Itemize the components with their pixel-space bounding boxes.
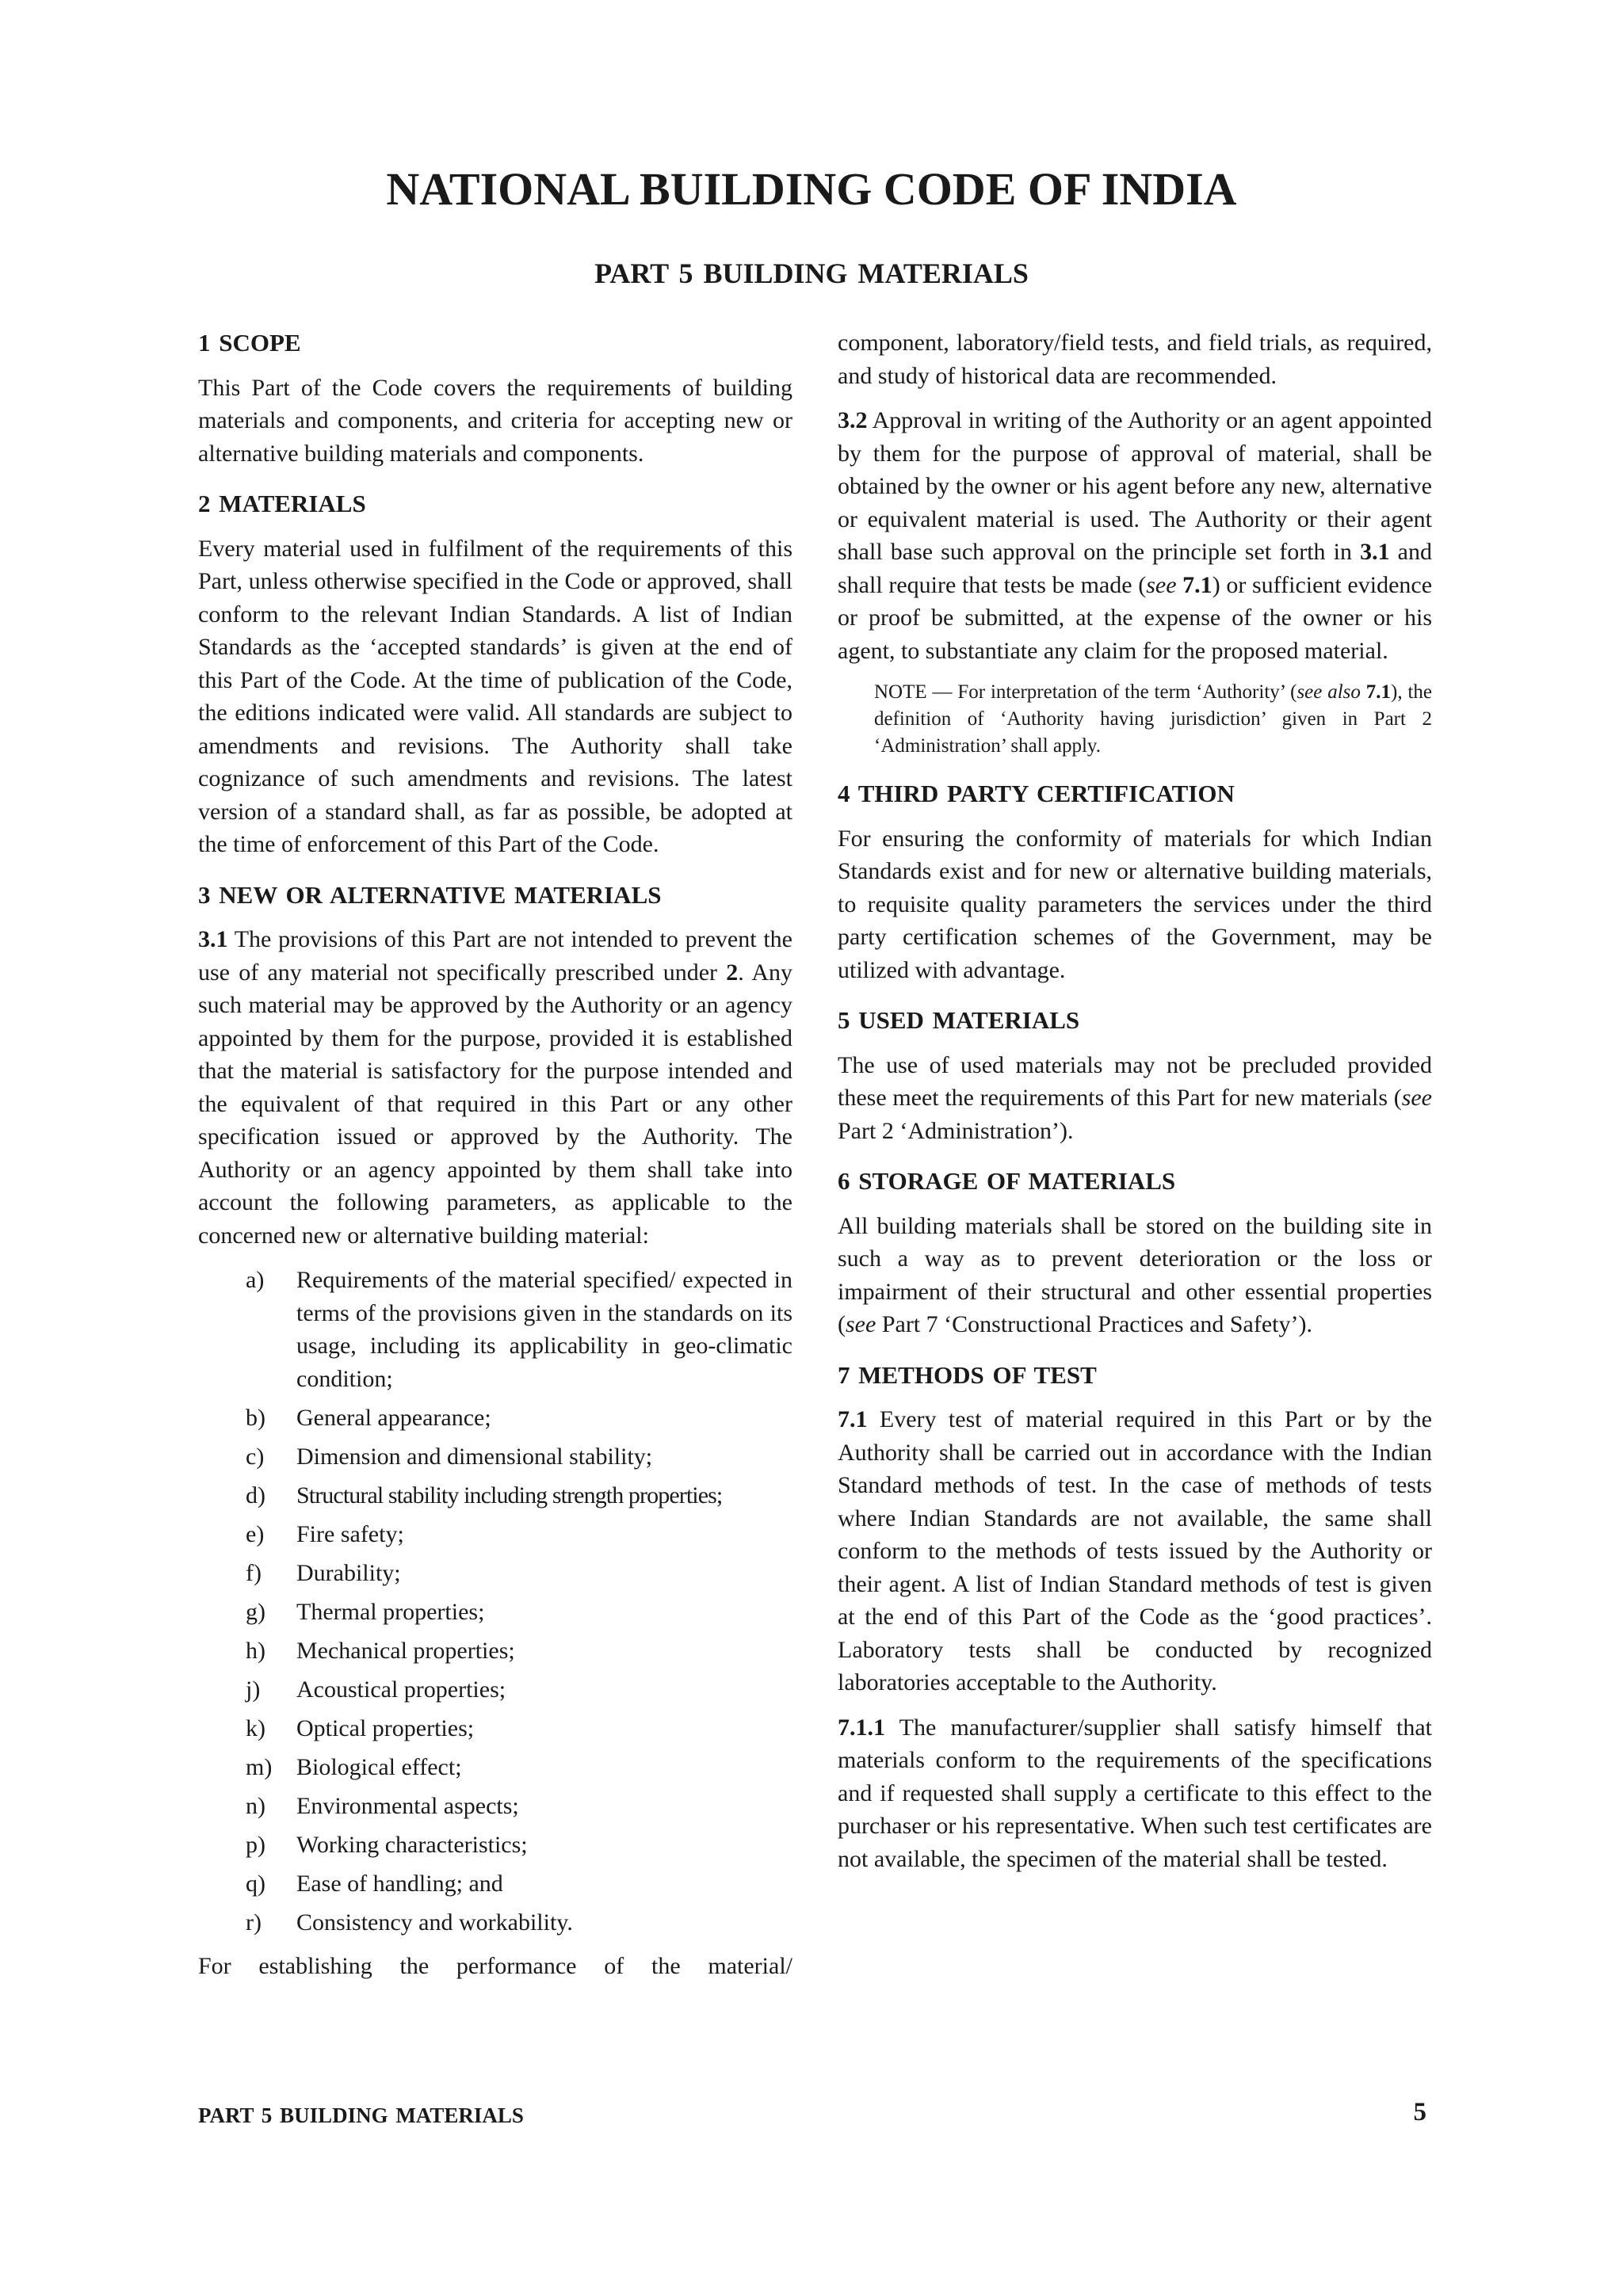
clause-3-1-text-a: The provisions of this Part are not intended to prevent the use of any material not specifically prescribed under	[198, 926, 792, 986]
clause-3-1	[198, 923, 792, 1252]
clause-3-2-text-b: and shall require that tests be made (	[838, 539, 1432, 598]
list-item	[246, 1634, 792, 1668]
document-title: NATIONAL BUILDING CODE OF INDIA	[386, 163, 1237, 215]
list-text: Acoustical properties;	[296, 1676, 506, 1703]
section-6-text-b: Part 7 ‘Constructional Practices and Safety’).	[876, 1311, 1312, 1337]
list-text: Thermal properties;	[296, 1598, 485, 1625]
list-item	[246, 1557, 792, 1590]
list-text: Structural stability including strength properties;	[296, 1482, 723, 1508]
list-text: Mechanical properties;	[296, 1637, 515, 1664]
list-marker: h)	[246, 1637, 265, 1664]
note-text-b: ), the definition of ‘Authority having jurisdiction’ given in Part 2 ‘Administration’ shall apply.	[874, 681, 1432, 757]
list-text: Environmental aspects;	[296, 1792, 519, 1819]
section-2-text: Every material used in fulfilment of the requirements of this Part, unless otherwise specified in the Code or approved, shall conform to the relevant Indian Standards. A list of Indian Standards as the ‘accepted standards’ is given at the end of this Part of the Code. At the time of publication of the Code, the editions indicated were valid. All standards are subject to amendments and revisions. The Authority shall take cognizance of such amendments and revisions. The latest version of a standard shall, as far as possible, be adopted at the time of enforcement of this Part of the Code.	[198, 535, 792, 857]
list-text: Consistency and workability.	[296, 1909, 573, 1936]
list-marker: j)	[246, 1676, 261, 1703]
list-item	[246, 1867, 792, 1901]
section-1-heading: 1 SCOPE	[198, 329, 301, 357]
section-5-see: see	[1401, 1085, 1432, 1111]
parameter-list	[198, 1264, 792, 1939]
right-column	[838, 326, 1432, 1887]
clause-3-2-text-c: ) or sufficient evidence or proof be submitted, at the expense of the owner or his agent, to substantiate any claim for the proposed material.	[838, 571, 1433, 664]
clause-3-1-ref: 2	[726, 959, 739, 986]
section-6-text	[838, 1210, 1432, 1341]
section-4-heading: 4 THIRD PARTY CERTIFICATION	[838, 780, 1235, 807]
section-6-text-a: All building materials shall be stored on the building site in such a way as to prevent deterioration or the loss or impairment of their structural and other essential properties (	[838, 1212, 1432, 1337]
clause-7-1-1-number: 7.1.1	[838, 1714, 885, 1741]
clause-7-1-text: Every test of material required in this Part or by the Authority shall be carried out in accordance with the Indian Standard methods of test. In the case of methods of tests where Indian Standards are not available, the same shall conform to the methods of tests issued by the Authority or their agent. A list of Indian Standard methods of test is given at the end of this Part of the Code as the ‘good practices’. Laboratory tests shall be conducted by recognized laboratories acceptable to the Authority.	[838, 1406, 1432, 1695]
list-item	[246, 1518, 792, 1551]
list-text: Ease of handling; and	[296, 1870, 503, 1897]
note-see-also: see also	[1296, 681, 1361, 703]
list-item	[246, 1712, 792, 1745]
list-text: Dimension and dimensional stability;	[296, 1443, 653, 1470]
clause-3-1-number: 3.1	[198, 926, 228, 952]
list-text: Requirements of the material specified/ expected in terms of the provisions given in the standards on its usage, including its applicability in geo-climatic condition;	[296, 1267, 792, 1392]
list-marker: a)	[246, 1267, 265, 1293]
part-subtitle: PART 5 BUILDING MATERIALS	[594, 257, 1029, 289]
section-6-heading: 6 STORAGE OF MATERIALS	[838, 1167, 1176, 1195]
list-text: Working characteristics;	[296, 1831, 528, 1858]
clause-3-2-text-a: Approval in writing of the Authority or an agent appointed by them for the purpose of approval of material, shall be obtained by the owner or his agent before any new, alternative or equivalent material is used. The Authority or their agent shall base such approval on the principle set forth in	[838, 407, 1432, 565]
section-5-text-a: The use of used materials may not be precluded provided these meet the requirements of this Part for new materials (	[838, 1051, 1432, 1111]
clause-3-1-tail-start: For establishing the performance of the material/	[198, 1953, 792, 1979]
list-text: Durability;	[296, 1559, 401, 1586]
section-6-see: see	[846, 1311, 876, 1337]
list-marker: c)	[246, 1443, 265, 1470]
list-item	[246, 1751, 792, 1784]
list-marker: d)	[246, 1482, 265, 1508]
clause-7-1-number: 7.1	[838, 1406, 868, 1432]
section-5-heading: 5 USED MATERIALS	[838, 1006, 1080, 1034]
clause-3-2-number: 3.2	[838, 407, 868, 433]
clause-7-1-1	[838, 1711, 1432, 1876]
list-marker: f)	[246, 1559, 262, 1586]
list-marker: r)	[246, 1909, 262, 1936]
note-text-a: NOTE — For interpretation of the term ‘Authority’ (	[874, 681, 1297, 703]
list-marker: g)	[246, 1598, 265, 1625]
clause-3-2-ref-7-1: 7.1	[1176, 571, 1212, 598]
clause-3-1-text-b: . Any such material may be approved by the Authority or an agency appointed by them for the purpose, provided it is established that the material is satisfactory for the purpose intended and the equivalent of that required in this Part or any other specification issued or approved by the Authority. The Authority or an agency appointed by them shall take into account the following parameters, as applicable to the concerned new or alternative building material:	[198, 959, 792, 1249]
list-item	[246, 1479, 792, 1512]
list-item	[246, 1264, 792, 1395]
clause-3-2-see: see	[1146, 571, 1177, 598]
clause-3-1-tail-end: component, laboratory/field tests, and field trials, as required, and study of historical data are recommended.	[838, 330, 1432, 389]
list-text: Optical properties;	[296, 1714, 475, 1741]
clause-3-2	[838, 404, 1432, 667]
section-5-text-b: Part 2 ‘Administration’).	[838, 1117, 1074, 1144]
clause-7-1-1-text: The manufacturer/supplier shall satisfy himself that materials conform to the requirements of the specifications and if requested shall supply a certificate to this effect to the purchaser or his representative. When such test certificates are not available, the specimen of the material shall be tested.	[838, 1714, 1432, 1872]
list-marker: b)	[246, 1404, 265, 1431]
list-marker: n)	[246, 1792, 265, 1819]
list-item	[246, 1402, 792, 1435]
section-1-text: This Part of the Code covers the requirements of building materials and components, and criteria for accepting new or alternative building materials and components.	[198, 374, 792, 467]
list-text: Biological effect;	[296, 1753, 462, 1780]
list-item	[246, 1673, 792, 1707]
authority-note	[838, 679, 1432, 760]
note-ref-7-1: 7.1	[1360, 681, 1392, 703]
list-marker: e)	[246, 1520, 265, 1547]
list-item	[246, 1440, 792, 1474]
page-number: 5	[1413, 2098, 1426, 2126]
footer-part-label: PART 5 BUILDING MATERIALS	[198, 2103, 524, 2127]
list-item	[246, 1790, 792, 1823]
clause-7-1	[838, 1403, 1432, 1699]
clause-3-2-ref-3-1: 3.1	[1360, 539, 1390, 565]
list-item	[246, 1596, 792, 1629]
list-text: Fire safety;	[296, 1520, 404, 1547]
section-7-heading: 7 METHODS OF TEST	[838, 1360, 1097, 1389]
left-column	[198, 326, 792, 1995]
section-3-heading: 3 NEW OR ALTERNATIVE MATERIALS	[198, 880, 662, 909]
section-2-heading: 2 MATERIALS	[198, 490, 366, 517]
section-4-text: For ensuring the conformity of materials for which Indian Standards exist and for new or alternative building materials, to requisite quality parameters the services under the third party certification schemes of the Government, may be utilized with advantage.	[838, 825, 1432, 983]
list-item	[246, 1829, 792, 1862]
list-item	[246, 1906, 792, 1939]
list-marker: q)	[246, 1870, 265, 1897]
list-text: General appearance;	[296, 1404, 491, 1431]
section-5-text	[838, 1049, 1432, 1148]
list-marker: m)	[246, 1753, 273, 1780]
list-marker: k)	[246, 1714, 265, 1741]
list-marker: p)	[246, 1831, 265, 1858]
